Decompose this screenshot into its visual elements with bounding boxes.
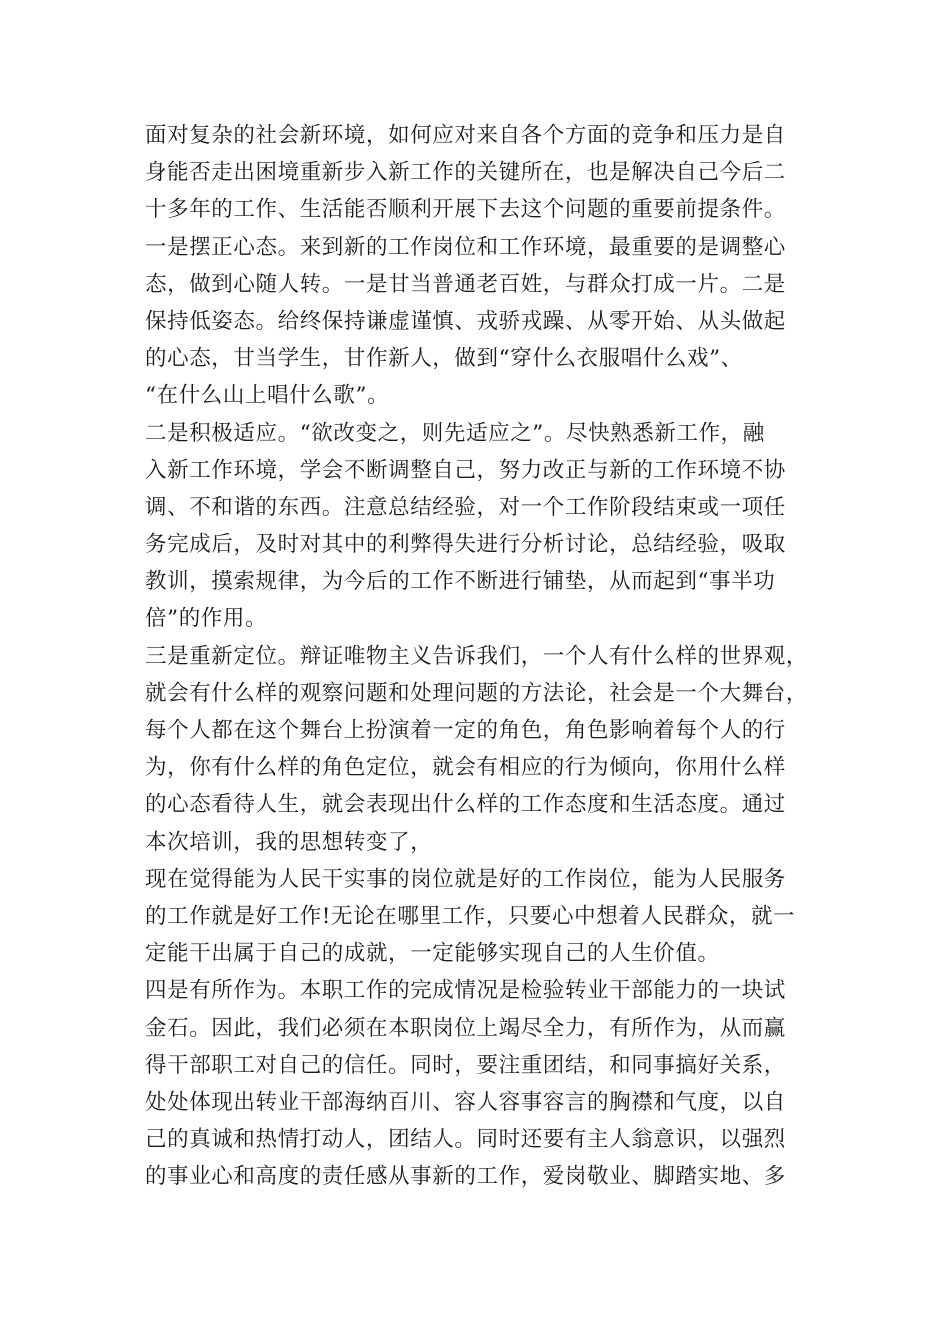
text-line: 现在觉得能为人民干实事的岗位就是好的工作岗位，能为人民服务 [145, 866, 786, 892]
text-line: 金石。因此，我们必须在本职岗位上竭尽全力，有所作为，从而赢 [145, 1015, 786, 1041]
text-line: 为，你有什么样的角色定位，就会有相应的行为倾向，你用什么样 [145, 755, 786, 781]
text-line: 本次培训，我的思想转变了， [145, 829, 433, 855]
text-line: 每个人都在这个舞台上扮演着一定的角色，角色影响着每个人的行 [145, 718, 786, 743]
text-line: 定能干出属于自己的成就，一定能够实现自己的人生价值。 [145, 941, 720, 967]
text-line: 身能否走出困境重新步入新工作的关键所在，也是解决自己今后二 [145, 160, 786, 186]
text-line: 的心态看待人生，就会表现出什么样的工作态度和生活态度。通过 [145, 792, 786, 818]
text-line: 三是重新定位。辩证唯物主义告诉我们，一个人有什么样的世界观， [145, 643, 809, 669]
text-line: 的心态，甘当学生，甘作新人，做到“穿什么衣服唱什么戏”、 [145, 346, 743, 372]
text-line: 保持低姿态。给终保持谦虚谨慎、戎骄戎躁、从零开始、从头做起 [145, 308, 786, 334]
text-line: 教训，摸索规律，为今后的工作不断进行铺垫，从而起到“事半功 [145, 569, 776, 595]
text-line: 己的真诚和热情打动人，团结人。同时还要有主人翁意识，以强烈 [145, 1127, 786, 1153]
text-line: 的工作就是好工作!无论在哪里工作，只要心中想着人民群众，就一 [145, 903, 796, 929]
text-line: 入新工作环境，学会不断调整自己，努力改正与新的工作环境不协 [145, 457, 786, 483]
text-line: “在什么山上唱什么歌”。 [145, 383, 390, 409]
text-line: 就会有什么样的观察问题和处理问题的方法论，社会是一个大舞台， [145, 680, 809, 706]
text-line: 得干部职工对自己的信任。同时，要注重团结，和同事搞好关系， [145, 1052, 786, 1078]
text-line: 四是有所作为。本职工作的完成情况是检验转业干部能力的一块试 [145, 978, 786, 1004]
text-line: 务完成后，及时对其中的利弊得失进行分析讨论，总结经验，吸取 [145, 532, 786, 558]
text-line: 倍”的作用。 [145, 606, 268, 632]
text-line: 二是积极适应。“欲改变之，则先适应之”。尽快熟悉新工作，融 [145, 420, 765, 446]
text-line: 面对复杂的社会新环境，如何应对来自各个方面的竞争和压力是自 [145, 123, 786, 148]
text-line: 一是摆正心态。来到新的工作岗位和工作环境，最重要的是调整心 [145, 234, 786, 260]
text-line: 十多年的工作、生活能否顺利开展下去这个问题的重要前提条件。 [145, 197, 786, 223]
text-line: 的事业心和高度的责任感从事新的工作，爱岗敬业、脚踏实地、多 [145, 1164, 786, 1190]
document-body [145, 117, 809, 1195]
text-line: 调、不和谐的东西。注意总结经验，对一个工作阶段结束或一项任 [145, 494, 786, 520]
text-line: 处处体现出转业干部海纳百川、容人容事容言的胸襟和气度，以自 [145, 1089, 786, 1115]
text-line: 态，做到心随人转。一是甘当普通老百姓，与群众打成一片。二是 [145, 271, 786, 297]
